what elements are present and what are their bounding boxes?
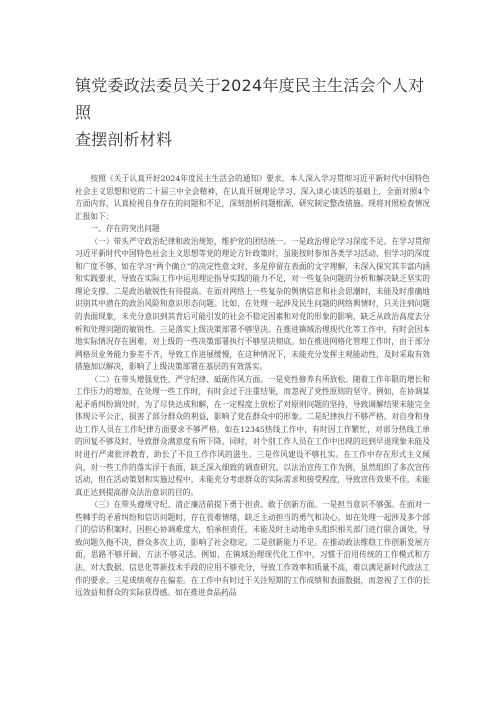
section-heading: 一、存在的突出问题	[90, 224, 160, 234]
body-paragraph-1: （一）带头严守政治纪律和政治规矩，维护党的团结统一。一是政治理论学习深度不足。在学习贯彻习近平新时代中国特色社会主义思想等党的理论方针政策时，虽能按时参加各类学习活动，但学习的深度和广度不够。如在学习“两个确立”的决定性意文时，多是停留在表面的文字理解，未深入探究其丰富内涵和实践要求，导致在实际工作中运用理论指导实践的能力不足，对一些复杂问题的分析和解决缺乏坚实的理论支撑。二是政治敏锐性有待提高。在面对网络上一些复杂的舆情信息和社会思潮时，未能及时准确地识别其中潜在的政治风险和意识形态问题。比如，在处理一起涉及民生问题的网络舆情时，只关注到问题的表面现象，未充分意识到其背后可能引发的社会不稳定因素和对党的形象的影响，缺乏从政治高度去分析和处理问题的敏锐性。三是落实上级决策部署不够坚决。在推进镇域治理现代化等工作中，有时会因本地实际情况存在困难，对上级的一些决策部署执行不够坚决彻底。如在推进网格化管理工作时，由于部分网格员业务能力参差不齐，导致工作进展缓慢，在这种情况下，未能充分发挥主观能动性，及时采取有效措施加以解决，影响了上级决策部署在基层的有效落实。	[75, 236, 430, 372]
body-paragraph-3: （三）在带头遵规守纪、清正廉洁前提下勇于担责、敢于创新方面。一是担当意识不够强。在面对一些棘手的矛盾纠纷和信访问题时，存在畏难情绪，缺乏主动担当的勇气和决心。如在处理一起涉及多个部门的信访积案时，因担心协调难度大，怕承担责任，未能及时主动地牵头组织相关部门进行联合调处，导致问题久拖不决，群众多次上访，影响了社会稳定。二是创新能力不足。在推动政法维稳工作创新发展方面，思路不够开阔，方法不够灵活。例如，在镇域治理现代化工作中，习惯于沿用传统的工作模式和方法，对大数据、信息化等新技术手段的应用不够充分，导致工作效率和质量不高，难以满足新时代政法工作的要求。三是成绩观存在偏差。在工作中有时过于关注短期的工作成绩和表面数据，而忽视了工作的长远效益和群众的实际获得感。如在推进食品药品	[75, 500, 430, 598]
title-line-1: 镇党委政法委员关于2024年度民主生活会个人对照	[75, 76, 425, 122]
title-line-2: 查摆剖析材料	[75, 130, 173, 149]
intro-paragraph: 按照《关于认真开好2024年度民主生活会的通知》要求，本人深入学习贯彻习近平新时代中国特色社会主义思想和党的二十届三中全会精神，在认真开展理论学习、深入谈心谈话的基础上，全面对照4个方面内容，认真检视自身存在的问题和不足，深刻剖析问题根源，研究制定整改措施。现将对照检查情况汇报如下：	[75, 174, 430, 221]
document-body	[75, 173, 430, 600]
document-title	[75, 72, 430, 153]
body-paragraph-2: （二）在带头增强党性、严守纪律、砥砺作风方面。一是党性修养有所放松。随着工作年限的增长和工作压力的增加，在处理一些工作时，有时会过于注重结果，而忽视了党性原则的坚守。例如，在协调某起矛盾纠纷调处时，为了尽快达成和解，在一定程度上放松了对原则问题的坚持，导致调解结果未能完全体现公平公正，损害了部分群众的利益，影响了党在群众中的形象。二是纪律执行不够严格。对自身和身边工作人员在工作纪律方面要求不够严格。如在12345热线工作中，有时因工作繁忙，对部分热线工单的回复不够及时，导致群众满意度有所下降。同时，对个别工作人员在工作中出现的迟到早退现象未能及时进行严肃批评教育，助长了不良工作作风的滋生。三是作风建设不够扎实。在工作中存在形式主义倾向，对一些工作的落实浮于表面，缺乏深入细致的调查研究。以法治宣传工作为例，虽然组织了多次宣传活动，但在活动策划和实施过程中，未能充分考虑群众的实际需求和接受程度，导致宣传效果不佳，未能真正达到提高群众法治意识的目的。	[75, 374, 430, 497]
